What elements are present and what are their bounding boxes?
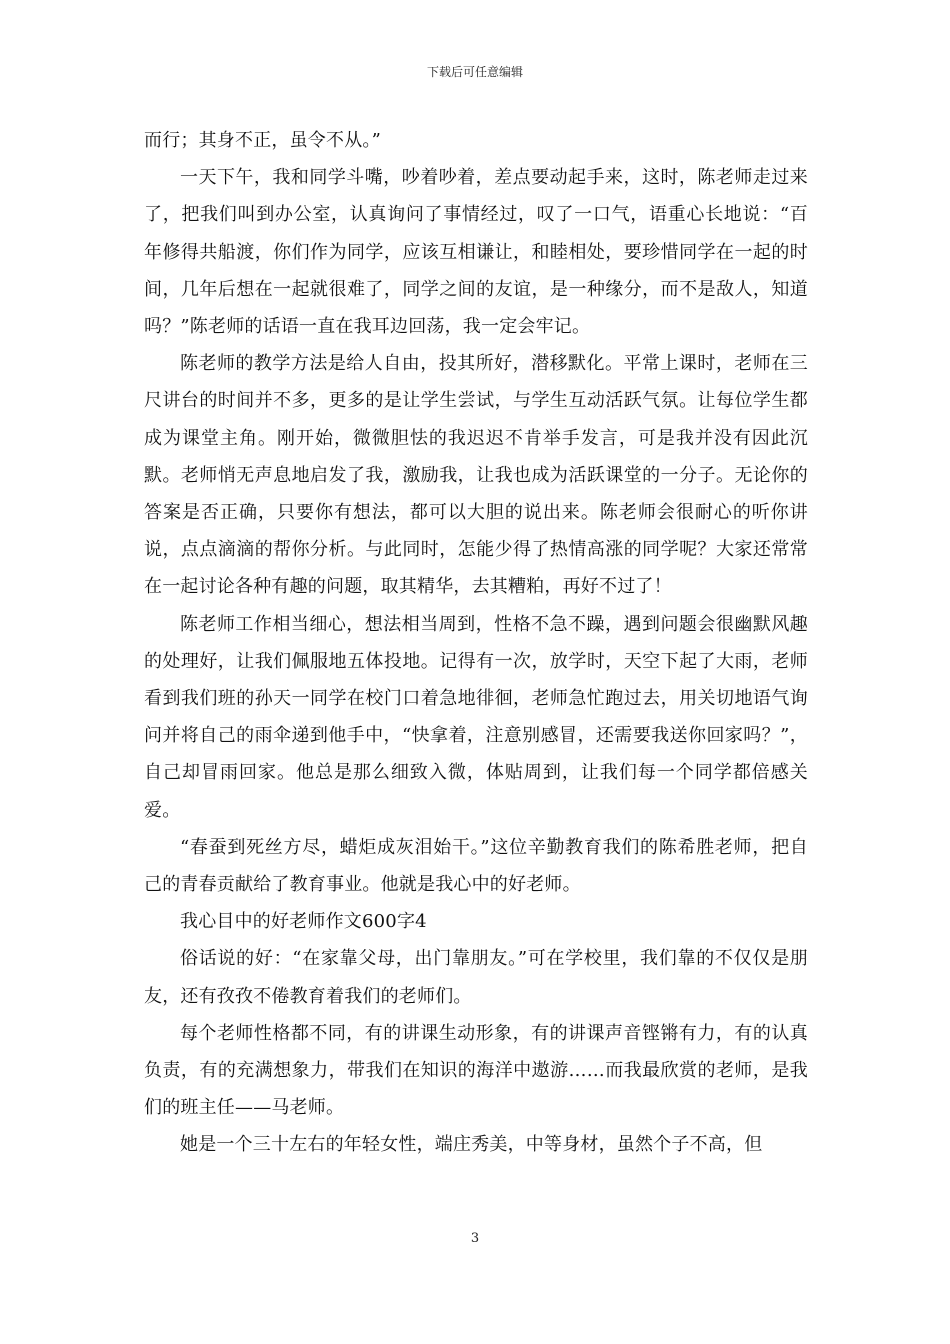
paragraph-7: 每个老师性格都不同，有的讲课生动形象，有的讲课声音铿锵有力，有的认真负责，有的充满想象力，带我们在知识的海洋中遨游……而我最欣赏的老师，是我们的班主任——马老师。 — [144, 1022, 808, 1119]
paragraph-8: 她是一个三十左右的年轻女性，端庄秀美，中等身材，虽然个子不高，但 — [180, 1134, 763, 1156]
paragraph-1: 而行；其身不正，虽令不从。” — [144, 130, 382, 151]
paragraph-2: 一天下午，我和同学斗嘴，吵着吵着，差点要动起手来，这时，陈老师走过来了，把我们叫到办公室，认真询问了事情经过，叹了一口气，语重心长地说：“百年修得共船渡，你们作为同学，应该互相谦让，和睦相处，要珍惜同学在一起的时间，几年后想在一起就很难了，同学之间的友谊，是一种缘分，而不是敌人，知道吗？”陈老师的话语一直在我耳边回荡，我一定会牢记。 — [144, 167, 808, 338]
page-header: 下载后可任意编辑 — [426, 65, 523, 79]
paragraph-5: “春蚕到死丝方尽，蜡炬成灰泪始干。”这位辛勤教育我们的陈希胜老师，把自己的青春贡献给了教育事业。他就是我心中的好老师。 — [144, 836, 808, 896]
paragraph-3: 陈老师的教学方法是给人自由，投其所好，潜移默化。平常上课时，老师在三尺讲台的时间并不多，更多的是让学生尝试，与学生互动活跃气氛。让每位学生都成为课堂主角。刚开始，微微胆怯的我迟迟不肯举手发言，可是我并没有因此沉默。老师悄无声息地启发了我，激励我，让我也成为活跃课堂的一分子。无论你的答案是否正确，只要你有想法，都可以大胆的说出来。陈老师会很耐心的听你讲说，点点滴滴的帮你分析。与此同时，怎能少得了热情高涨的同学呢？大家还常常在一起讨论各种有趣的问题，取其精华，去其糟粕，再好不过了！ — [144, 353, 808, 598]
document-body — [144, 122, 808, 1164]
paragraph-6: 俗话说的好：“在家靠父母，出门靠朋友。”可在学校里，我们靠的不仅仅是朋友，还有孜孜不倦教育着我们的老师们。 — [144, 948, 808, 1007]
page-number: 3 — [470, 1231, 480, 1246]
section-heading: 我心目中的好老师作文600字4 — [180, 911, 427, 933]
paragraph-4: 陈老师工作相当细心，想法相当周到，性格不急不躁，遇到问题会很幽默风趣的处理好，让我们佩服地五体投地。记得有一次，放学时，天空下起了大雨，老师看到我们班的孙天一同学在校门口着急地徘徊，老师急忙跑过去，用关切地语气询问并将自己的雨伞递到他手中，“快拿着，注意别感冒，还需要我送你回家吗？”，自己却冒雨回家。他总是那么细致入微，体贴周到，让我们每一个同学都倍感关爱。 — [144, 613, 808, 821]
